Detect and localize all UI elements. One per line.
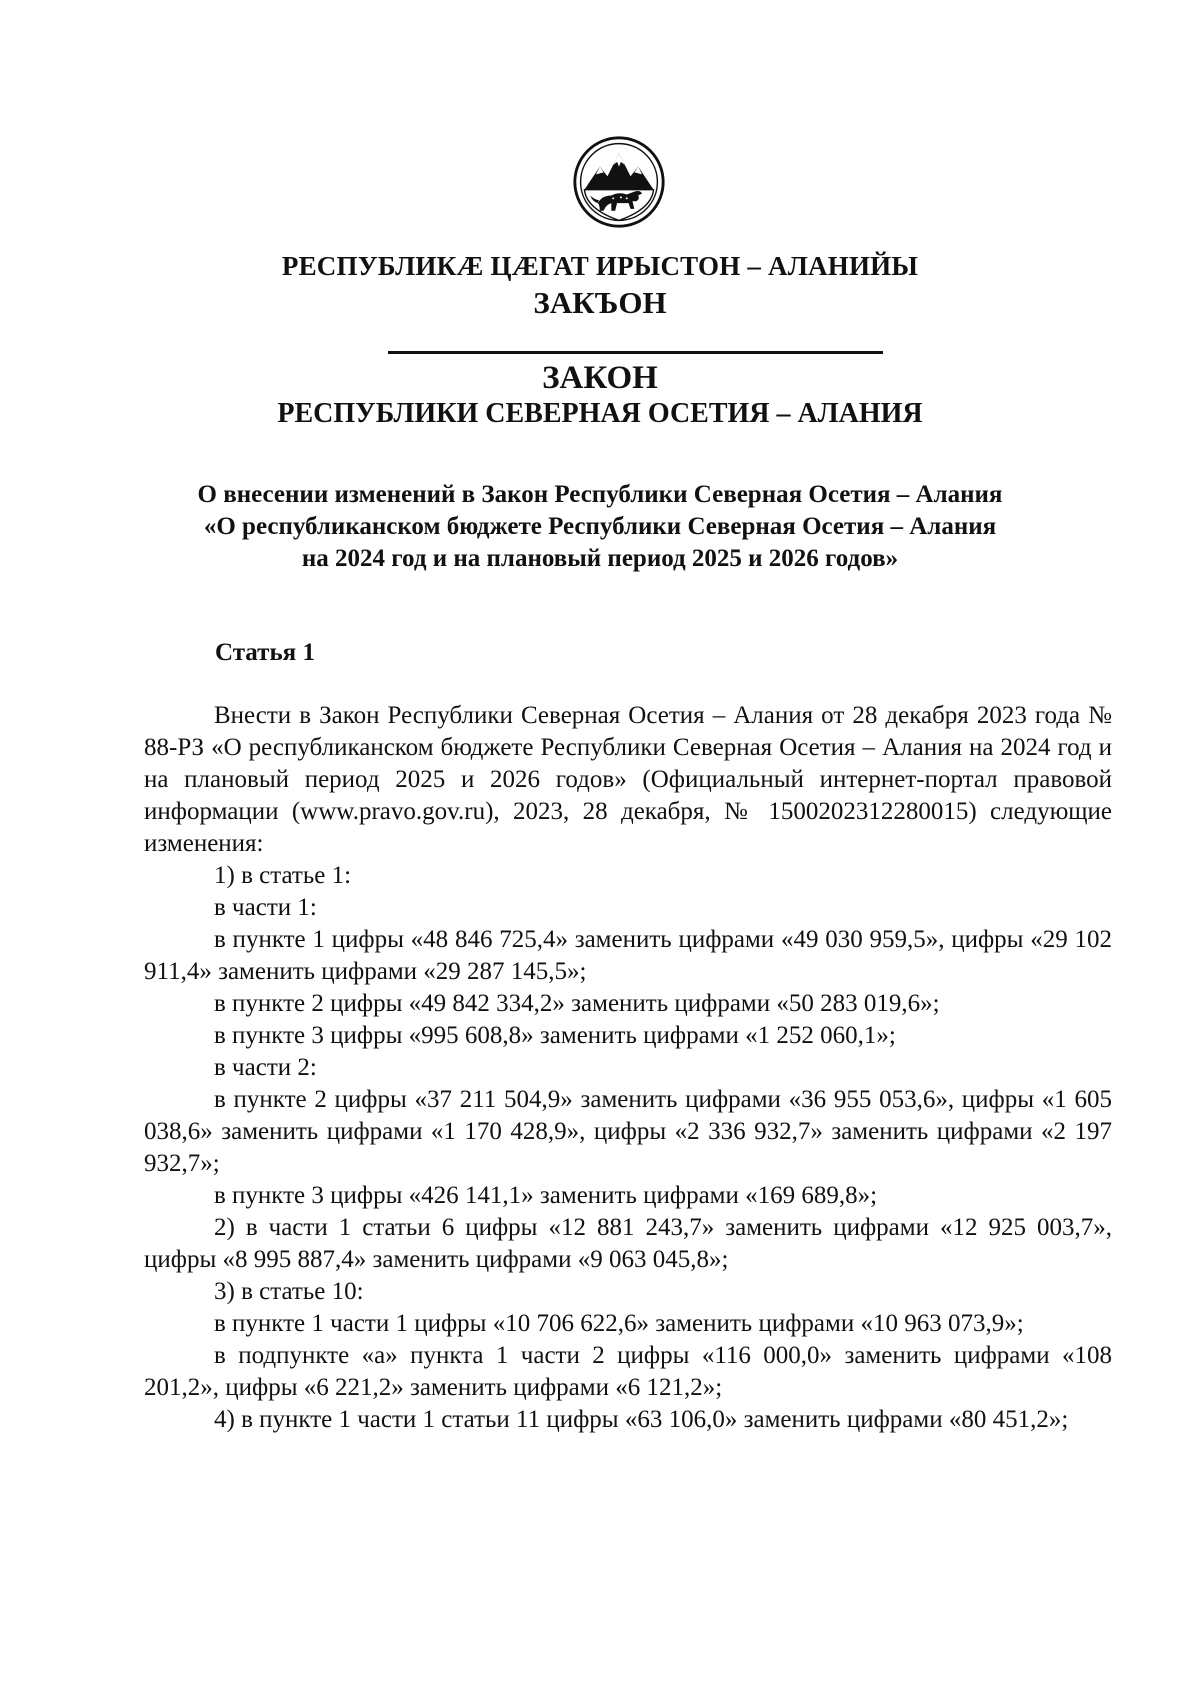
coat-of-arms-icon (571, 134, 667, 230)
article-paragraph: в части 2: (214, 1054, 317, 1081)
article-paragraph: в пункте 2 цифры «49 842 334,2» заменить цифрами «50 283 019,6»; (214, 990, 940, 1017)
article-paragraph: 1) в статье 1: (214, 862, 352, 889)
republic-name-russian: РЕСПУБЛИКИ СЕВЕРНАЯ ОСЕТИЯ – АЛАНИЯ (277, 398, 923, 429)
article-paragraph: 4) в пункте 1 части 1 статьи 11 цифры «63 106,0» заменить цифрами «80 451,2»; (214, 1406, 1069, 1433)
article-paragraph: в подпункте «а» пункта 1 части 2 цифры «116 000,0» заменить цифрами «108 201,2», цифры «6 221,2» заменить цифрами «6 121,2»; (144, 1342, 1112, 1401)
article-paragraph: Внести в Закон Республики Северная Осетия – Алания от 28 декабря 2023 года № 88-РЗ «О республиканском бюджете Республики Северная Осетия – Алания на 2024 год и на плановый период 2025 и 2026 годов» (Официальный интернет-портал правовой информации (www.pravo.gov.ru), 2023, 28 декабря, № 1500202312280015) следующие изменения: (144, 702, 1112, 857)
article-paragraph: в пункте 1 части 1 цифры «10 706 622,6» заменить цифрами «10 963 073,9»; (214, 1310, 1024, 1337)
article-paragraph: 3) в статье 10: (214, 1278, 364, 1305)
article-paragraph: 2) в части 1 статьи 6 цифры «12 881 243,7» заменить цифрами «12 925 003,7», цифры «8 995 887,4» заменить цифрами «9 063 045,8»; (144, 1214, 1112, 1273)
subject-line: «О республиканском бюджете Республики Северная Осетия – Алания (203, 513, 997, 540)
article-heading: Статья 1 (215, 639, 315, 666)
republic-name-ossetian: РЕСПУБЛИКÆ ЦÆГАТ ИРЫСТОН – АЛАНИЙЫ (281, 251, 919, 281)
article-paragraph: в части 1: (214, 894, 317, 921)
header-divider (388, 351, 883, 354)
subject-line: О внесении изменений в Закон Республики Северная Осетия – Алания (197, 481, 1003, 508)
article-paragraph: в пункте 3 цифры «995 608,8» заменить цифрами «1 252 060,1»; (214, 1022, 896, 1049)
article-paragraph: в пункте 1 цифры «48 846 725,4» заменить цифрами «49 030 959,5», цифры «29 102 911,4» заменить цифрами «29 287 145,5»; (144, 926, 1112, 985)
subject-line: на 2024 год и на плановый период 2025 и 2026 годов» (301, 545, 899, 572)
article-body (144, 700, 1112, 1436)
law-subject (0, 479, 1200, 575)
law-title: ЗАКОН (542, 360, 658, 396)
article-paragraph: в пункте 3 цифры «426 141,1» заменить цифрами «169 689,8»; (214, 1182, 878, 1209)
article-paragraph: в пункте 2 цифры «37 211 504,9» заменить цифрами «36 955 053,6», цифры «1 605 038,6» заменить цифрами «1 170 428,9», цифры «2 336 932,7» заменить цифрами «2 197 932,7»; (144, 1086, 1112, 1177)
law-label-ossetian: ЗАКЪОН (533, 285, 667, 320)
